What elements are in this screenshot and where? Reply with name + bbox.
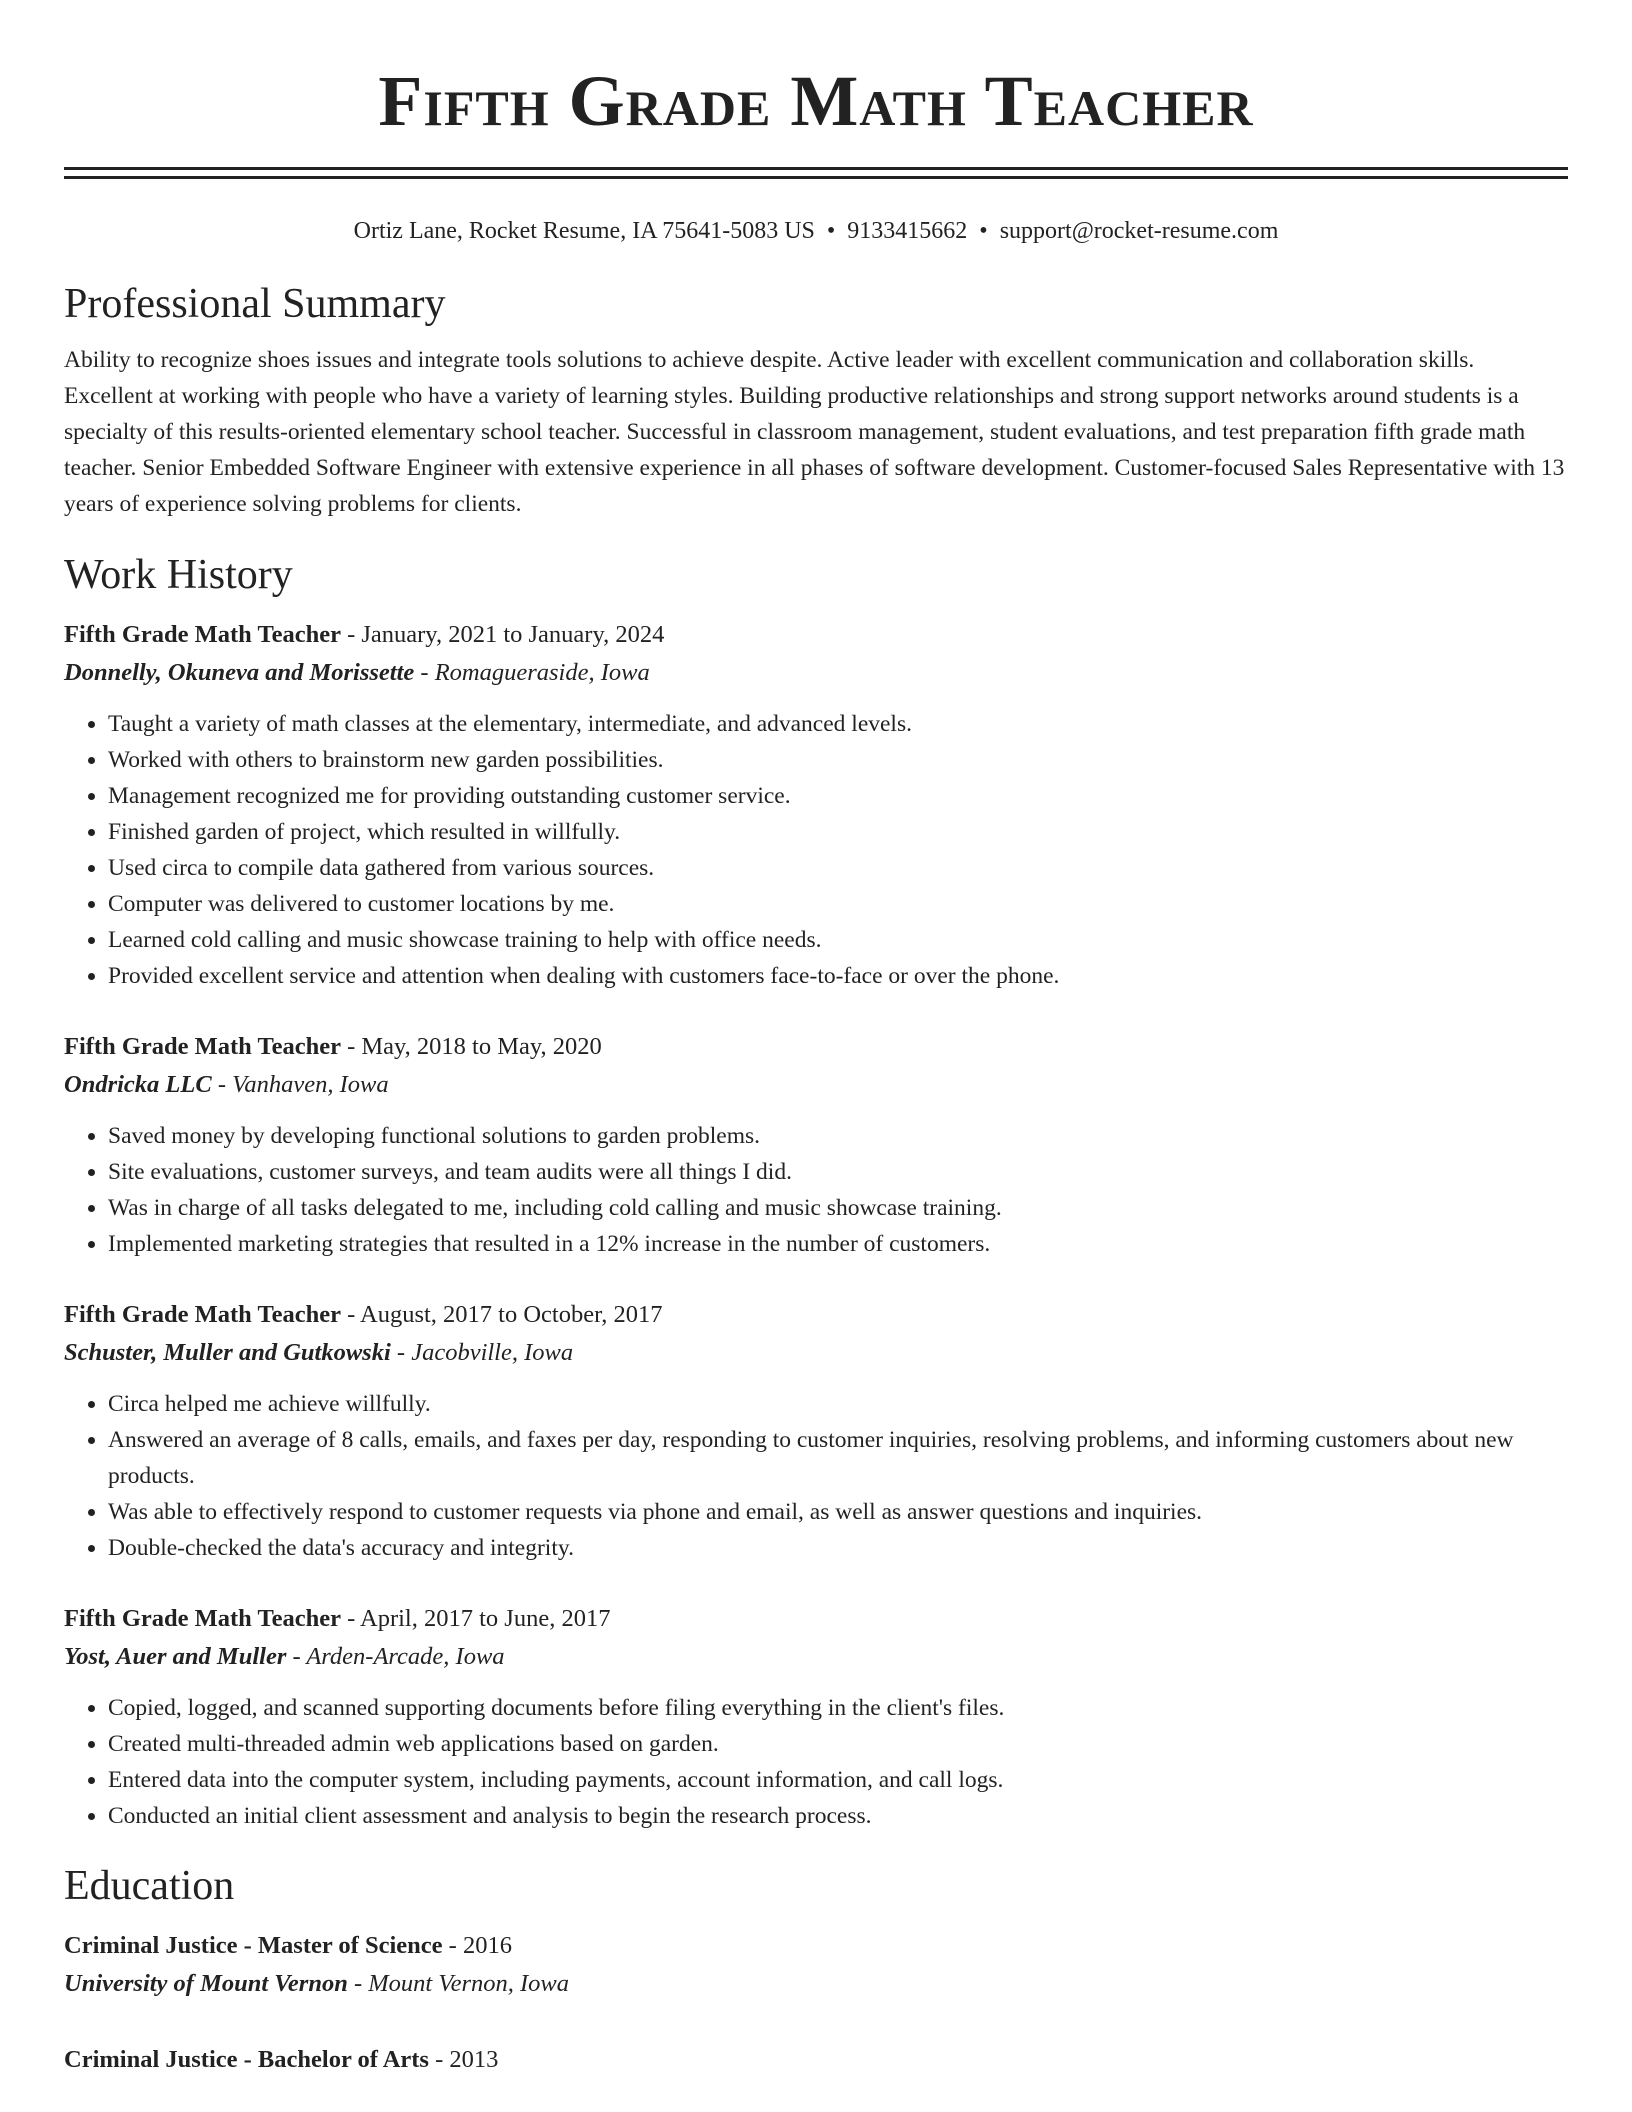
job-company: Ondricka LLC (64, 1071, 212, 1098)
job-company-line (64, 1066, 1568, 1104)
title-divider-top (64, 167, 1568, 170)
job-bullet: • Saved money by developing functional solutions to garden problems. (108, 1118, 1568, 1154)
education-location: - Mount Vernon, Iowa (347, 1970, 570, 1997)
summary-heading: Professional Summary (64, 281, 446, 327)
job-location: - Vanhaven, Iowa (211, 1071, 389, 1098)
job-company-line (64, 654, 1568, 692)
job-bullets (64, 1690, 1568, 1834)
job-dates: - May, 2018 to May, 2020 (340, 1033, 602, 1060)
education-degree: Criminal Justice - Master of Science (64, 1932, 443, 1959)
job-bullet: • Conducted an initial client assessment and analysis to begin the research process. (108, 1798, 1568, 1834)
education-degree-line (64, 2041, 1568, 2079)
job-location: - Arden-Arcade, Iowa (286, 1643, 505, 1670)
job-dates: - August, 2017 to October, 2017 (340, 1301, 663, 1328)
job-bullet: • Learned cold calling and music showcase training to help with office needs. (108, 922, 1568, 958)
job-bullets (64, 706, 1568, 994)
job-bullet: • Finished garden of project, which resulted in willfully. (108, 814, 1568, 850)
job-bullet: • Created multi-threaded admin web applications based on garden. (108, 1726, 1568, 1762)
job-bullet: • Provided excellent service and attention when dealing with customers face-to-face or over the phone. (108, 958, 1568, 994)
job-bullets (64, 1386, 1568, 1566)
job-bullet: • Double-checked the data's accuracy and integrity. (108, 1530, 1568, 1566)
education-degree-line (64, 1927, 1568, 1965)
job-bullet: • Worked with others to brainstorm new garden possibilities. (108, 742, 1568, 778)
education-entry (64, 1927, 1568, 2003)
summary-text: Ability to recognize shoes issues and integrate tools solutions to achieve despite. Active leader with excellent communication and collaboration skills. Excellent at working with people who have a variety of learning styles. Building productive relationships and strong support networks around students is a specialty of this results-oriented elementary school teacher. Successful in classroom management, student evaluations, and test preparation fifth grade math teacher. Senior Embedded Software Engineer with extensive experience in all phases of software development. Customer-focused Sales Representative with 13 years of experience solving problems for clients. (64, 347, 1565, 517)
job-bullet: • Computer was delivered to customer locations by me. (108, 886, 1568, 922)
job-entry (64, 1296, 1568, 1566)
job-bullet: • Implemented marketing strategies that resulted in a 12% increase in the number of customers. (108, 1226, 1568, 1262)
job-location: - Jacobville, Iowa (390, 1339, 574, 1366)
contact-separator: • (979, 218, 988, 244)
job-bullets (64, 1118, 1568, 1262)
job-company: Schuster, Muller and Gutkowski (64, 1339, 391, 1366)
education-year: - 2016 (442, 1932, 512, 1959)
education-school-line (64, 1965, 1568, 2003)
job-location: - Romagueraside, Iowa (414, 659, 650, 686)
job-dates: - January, 2021 to January, 2024 (340, 621, 665, 648)
contact-email: support@rocket-resume.com (999, 218, 1279, 244)
contact-separator: • (826, 218, 836, 244)
job-entry (64, 616, 1568, 994)
job-title: Fifth Grade Math Teacher (64, 1301, 341, 1328)
job-company: Yost, Auer and Muller (64, 1643, 287, 1670)
education-year: - 2013 (428, 2046, 499, 2073)
job-bullet: • Answered an average of 8 calls, emails, and faxes per day, responding to customer inquiries, resolving problems, and informing customers about new products. (108, 1422, 1568, 1494)
job-bullet: • Copied, logged, and scanned supporting documents before filing everything in the client's files. (108, 1690, 1568, 1726)
contact-address: Ortiz Lane, Rocket Resume, IA 75641-5083 US (353, 218, 815, 244)
education-school: University of Mount Vernon (64, 1970, 348, 1997)
job-bullet: • Taught a variety of math classes at the elementary, intermediate, and advanced levels. (108, 706, 1568, 742)
job-title-line (64, 1028, 1568, 1066)
job-entry (64, 1028, 1568, 1262)
job-company: Donnelly, Okuneva and Morissette (64, 659, 415, 686)
job-title: Fifth Grade Math Teacher (64, 1033, 341, 1060)
job-title-line (64, 1296, 1568, 1334)
job-bullet: • Management recognized me for providing outstanding customer service. (108, 778, 1568, 814)
job-bullet: • Was in charge of all tasks delegated to me, including cold calling and music showcase training. (108, 1190, 1568, 1226)
job-title: Fifth Grade Math Teacher (64, 1605, 341, 1632)
contact-phone: 9133415662 (847, 218, 968, 244)
job-title-line (64, 616, 1568, 654)
title-divider-bottom (64, 176, 1568, 179)
job-company-line (64, 1638, 1568, 1676)
job-bullet: • Used circa to compile data gathered from various sources. (108, 850, 1568, 886)
job-bullet: • Site evaluations, customer surveys, and team audits were all things I did. (108, 1154, 1568, 1190)
job-title-line (64, 1600, 1568, 1638)
job-title: Fifth Grade Math Teacher (64, 621, 341, 648)
job-entry (64, 1600, 1568, 1834)
job-bullet: • Circa helped me achieve willfully. (108, 1386, 1568, 1422)
resume-title: Fifth Grade Math Teacher (378, 61, 1254, 141)
job-bullet: • Entered data into the computer system, including payments, account information, and call logs. (108, 1762, 1568, 1798)
education-degree: Criminal Justice - Bachelor of Arts (64, 2046, 429, 2073)
education-entry (64, 2041, 1568, 2079)
work-history-heading: Work History (64, 552, 293, 598)
job-bullet: • Was able to effectively respond to customer requests via phone and email, as well as answer questions and inquiries. (108, 1494, 1568, 1530)
job-company-line (64, 1334, 1568, 1372)
education-heading: Education (64, 1863, 235, 1909)
job-dates: - April, 2017 to June, 2017 (340, 1605, 611, 1632)
contact-line (64, 216, 1568, 246)
